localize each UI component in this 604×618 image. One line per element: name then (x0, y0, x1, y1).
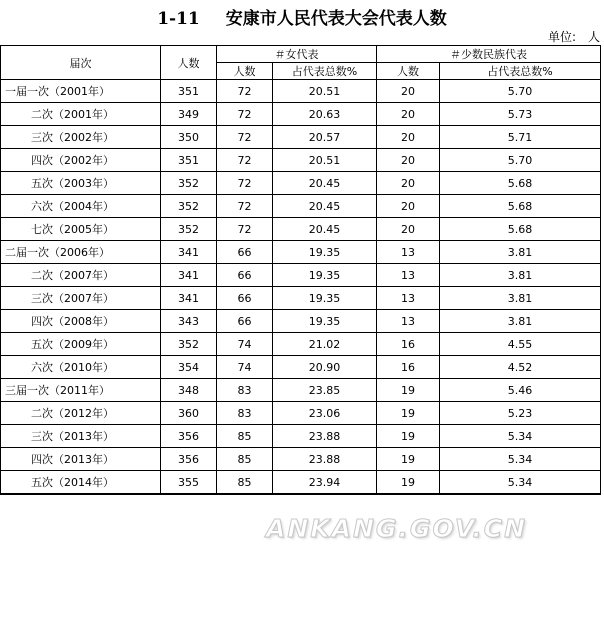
cell-female-pct: 23.85 (273, 379, 377, 402)
cell-minority-count: 19 (377, 448, 440, 471)
cell-count: 341 (161, 241, 217, 264)
table-row (1, 356, 601, 379)
cell-minority-count: 13 (377, 241, 440, 264)
cell-minority-count: 13 (377, 264, 440, 287)
cell-minority-pct: 4.52 (440, 356, 601, 379)
cell-count: 352 (161, 333, 217, 356)
table-row (1, 149, 601, 172)
cell-minority-pct: 5.70 (440, 149, 601, 172)
cell-minority-count: 20 (377, 172, 440, 195)
cell-female-count: 66 (217, 287, 273, 310)
cell-session: 四次（2008年） (1, 310, 161, 333)
cell-female-count: 85 (217, 471, 273, 495)
cell-count: 356 (161, 448, 217, 471)
cell-female-pct: 19.35 (273, 241, 377, 264)
cell-minority-count: 13 (377, 310, 440, 333)
cell-female-count: 83 (217, 402, 273, 425)
cell-session: 二次（2007年） (1, 264, 161, 287)
cell-female-pct: 20.51 (273, 149, 377, 172)
cell-female-count: 66 (217, 241, 273, 264)
cell-session: 二次（2012年） (1, 402, 161, 425)
cell-minority-count: 20 (377, 195, 440, 218)
cell-count: 356 (161, 425, 217, 448)
cell-minority-count: 19 (377, 379, 440, 402)
cell-female-pct: 23.06 (273, 402, 377, 425)
table-row (1, 195, 601, 218)
table-row (1, 80, 601, 103)
table-row (1, 172, 601, 195)
cell-female-count: 72 (217, 149, 273, 172)
cell-count: 351 (161, 80, 217, 103)
table-row (1, 471, 601, 495)
cell-minority-pct: 5.68 (440, 218, 601, 241)
cell-female-pct: 23.88 (273, 448, 377, 471)
cell-female-count: 83 (217, 379, 273, 402)
header-minority-pct: 占代表总数% (440, 63, 601, 80)
cell-minority-pct: 5.23 (440, 402, 601, 425)
cell-count: 352 (161, 195, 217, 218)
cell-female-count: 74 (217, 333, 273, 356)
cell-female-pct: 23.94 (273, 471, 377, 495)
table-row (1, 333, 601, 356)
table-row (1, 448, 601, 471)
cell-minority-pct: 5.34 (440, 425, 601, 448)
cell-minority-count: 16 (377, 333, 440, 356)
cell-minority-count: 19 (377, 402, 440, 425)
cell-session: 五次（2014年） (1, 471, 161, 495)
cell-female-count: 66 (217, 264, 273, 287)
table-title (0, 4, 604, 29)
cell-female-pct: 23.88 (273, 425, 377, 448)
table-title-text: 安康市人民代表大会代表人数 (225, 9, 447, 29)
cell-minority-pct: 3.81 (440, 241, 601, 264)
header-minority-count: 人数 (377, 63, 440, 80)
cell-minority-pct: 5.68 (440, 195, 601, 218)
cell-minority-pct: 4.55 (440, 333, 601, 356)
cell-count: 354 (161, 356, 217, 379)
cell-female-pct: 19.35 (273, 287, 377, 310)
cell-female-pct: 19.35 (273, 264, 377, 287)
cell-minority-count: 20 (377, 218, 440, 241)
cell-session: 五次（2003年） (1, 172, 161, 195)
cell-session: 三次（2007年） (1, 287, 161, 310)
table-row (1, 402, 601, 425)
cell-female-count: 72 (217, 195, 273, 218)
header-session: 届次 (1, 46, 161, 80)
cell-count: 352 (161, 218, 217, 241)
cell-minority-pct: 3.81 (440, 264, 601, 287)
cell-female-pct: 20.45 (273, 218, 377, 241)
cell-female-pct: 20.51 (273, 80, 377, 103)
cell-session: 六次（2004年） (1, 195, 161, 218)
cell-female-pct: 20.63 (273, 103, 377, 126)
cell-count: 349 (161, 103, 217, 126)
cell-session: 三届一次（2011年） (1, 379, 161, 402)
cell-count: 355 (161, 471, 217, 495)
cell-session: 一届一次（2001年） (1, 80, 161, 103)
cell-minority-count: 20 (377, 80, 440, 103)
header-female-group: ＃女代表 (217, 46, 377, 63)
watermark: ANKANG.GOV.CN (266, 514, 528, 543)
cell-count: 341 (161, 264, 217, 287)
delegates-table (0, 45, 601, 495)
cell-session: 四次（2002年） (1, 149, 161, 172)
cell-minority-pct: 3.81 (440, 310, 601, 333)
cell-count: 351 (161, 149, 217, 172)
cell-session: 二届一次（2006年） (1, 241, 161, 264)
cell-female-pct: 19.35 (273, 310, 377, 333)
cell-minority-count: 20 (377, 103, 440, 126)
table-row (1, 264, 601, 287)
table-row (1, 425, 601, 448)
cell-session: 三次（2013年） (1, 425, 161, 448)
table-row (1, 310, 601, 333)
cell-minority-pct: 5.46 (440, 379, 601, 402)
table-row (1, 379, 601, 402)
table-row (1, 218, 601, 241)
cell-session: 五次（2009年） (1, 333, 161, 356)
cell-female-count: 72 (217, 126, 273, 149)
cell-session: 二次（2001年） (1, 103, 161, 126)
cell-female-count: 66 (217, 310, 273, 333)
cell-minority-count: 19 (377, 471, 440, 495)
cell-female-count: 72 (217, 172, 273, 195)
cell-count: 350 (161, 126, 217, 149)
cell-minority-count: 19 (377, 425, 440, 448)
cell-minority-count: 20 (377, 149, 440, 172)
cell-minority-pct: 5.71 (440, 126, 601, 149)
cell-minority-pct: 5.70 (440, 80, 601, 103)
cell-session: 四次（2013年） (1, 448, 161, 471)
table-row (1, 103, 601, 126)
cell-session: 七次（2005年） (1, 218, 161, 241)
cell-female-pct: 20.90 (273, 356, 377, 379)
cell-minority-pct: 5.68 (440, 172, 601, 195)
header-female-count: 人数 (217, 63, 273, 80)
cell-female-pct: 20.57 (273, 126, 377, 149)
cell-count: 341 (161, 287, 217, 310)
unit-label: 单位: 人 (547, 30, 600, 44)
cell-minority-pct: 5.73 (440, 103, 601, 126)
cell-count: 343 (161, 310, 217, 333)
cell-minority-count: 16 (377, 356, 440, 379)
table-body (1, 80, 601, 495)
cell-minority-count: 20 (377, 126, 440, 149)
cell-female-pct: 20.45 (273, 172, 377, 195)
cell-female-count: 74 (217, 356, 273, 379)
cell-female-pct: 21.02 (273, 333, 377, 356)
cell-female-pct: 20.45 (273, 195, 377, 218)
cell-minority-pct: 3.81 (440, 287, 601, 310)
cell-count: 348 (161, 379, 217, 402)
header-count: 人数 (161, 46, 217, 80)
cell-session: 三次（2002年） (1, 126, 161, 149)
cell-female-count: 85 (217, 448, 273, 471)
header-female-pct: 占代表总数% (273, 63, 377, 80)
cell-session: 六次（2010年） (1, 356, 161, 379)
header-minority-group: ＃少数民族代表 (377, 46, 601, 63)
table-number: 1-11 (157, 9, 200, 29)
cell-minority-count: 13 (377, 287, 440, 310)
table-row (1, 241, 601, 264)
cell-female-count: 72 (217, 103, 273, 126)
cell-female-count: 72 (217, 80, 273, 103)
cell-female-count: 85 (217, 425, 273, 448)
table-row (1, 126, 601, 149)
cell-count: 352 (161, 172, 217, 195)
cell-count: 360 (161, 402, 217, 425)
cell-minority-pct: 5.34 (440, 471, 601, 495)
cell-minority-pct: 5.34 (440, 448, 601, 471)
cell-female-count: 72 (217, 218, 273, 241)
table-row (1, 287, 601, 310)
